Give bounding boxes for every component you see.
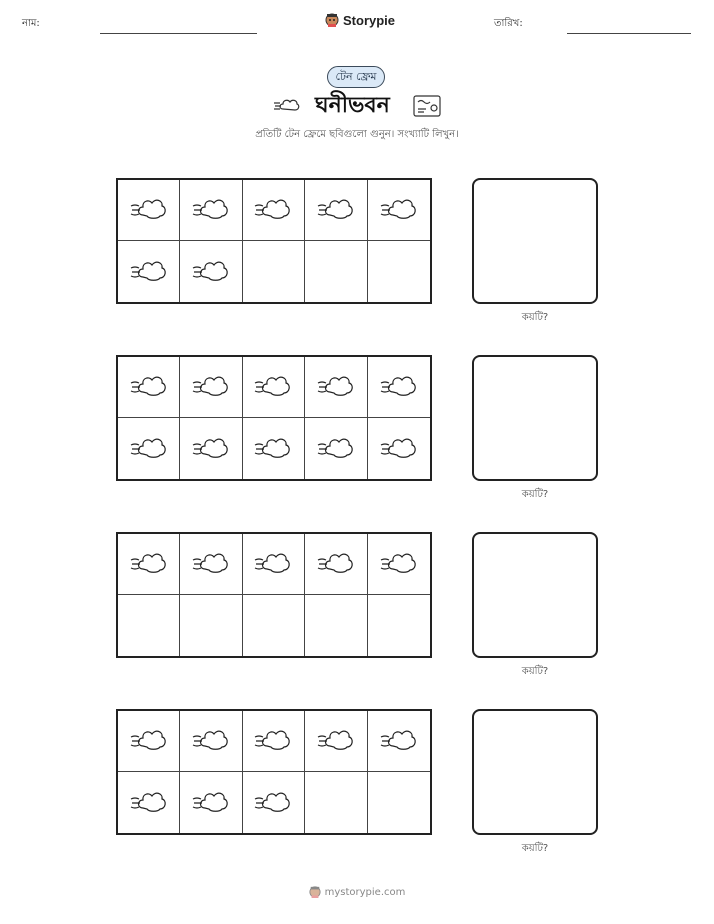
frame-cell xyxy=(118,418,180,479)
ten-frame-4 xyxy=(116,709,432,835)
name-line[interactable] xyxy=(100,33,257,34)
answer-label-3: কয়টি? xyxy=(521,666,549,677)
condensation-cloud-icon xyxy=(253,786,293,820)
condensation-cloud-icon xyxy=(316,193,356,227)
frame-cell xyxy=(180,180,242,241)
answer-box-4[interactable] xyxy=(472,709,598,835)
condensation-cloud-icon xyxy=(379,724,419,758)
answer-label-1: কয়টি? xyxy=(521,312,549,323)
footer xyxy=(0,885,714,899)
frame-cell xyxy=(243,772,305,833)
ten-frame-1 xyxy=(116,178,432,304)
frame-cell xyxy=(243,180,305,241)
frame-cell xyxy=(118,357,180,418)
condensation-cloud-icon xyxy=(129,193,169,227)
frame-cell xyxy=(180,418,242,479)
frame-cell xyxy=(305,595,367,656)
frame-cell xyxy=(368,241,430,302)
frame-cell xyxy=(368,418,430,479)
storypie-mascot-icon xyxy=(309,885,321,899)
frame-cell xyxy=(180,711,242,772)
answer-box-1[interactable] xyxy=(472,178,598,304)
frame-cell xyxy=(368,772,430,833)
condensation-cloud-icon xyxy=(191,193,231,227)
frame-cell xyxy=(368,534,430,595)
condensation-cloud-icon xyxy=(191,370,231,404)
frame-cell xyxy=(118,534,180,595)
frame-cell xyxy=(243,241,305,302)
condensation-cloud-icon xyxy=(316,370,356,404)
storypie-mascot-icon xyxy=(325,12,339,28)
frame-cell xyxy=(118,595,180,656)
page-title: ঘনীভবন xyxy=(315,93,390,118)
frame-cell xyxy=(368,711,430,772)
condensation-cloud-icon xyxy=(379,193,419,227)
answer-label-2: কয়টি? xyxy=(521,489,549,500)
frame-cell xyxy=(243,595,305,656)
frame-cell xyxy=(305,357,367,418)
condensation-cloud-icon xyxy=(129,786,169,820)
condensation-glass-icon xyxy=(412,94,442,118)
frame-cell xyxy=(243,534,305,595)
condensation-cloud-icon xyxy=(191,432,231,466)
condensation-cloud-icon xyxy=(379,547,419,581)
frame-cell xyxy=(368,595,430,656)
frame-cell xyxy=(118,772,180,833)
worksheet-type-tag: টেন ফ্রেম xyxy=(327,66,385,88)
title-row xyxy=(0,88,714,120)
condensation-cloud-icon xyxy=(129,255,169,289)
frame-cell xyxy=(368,180,430,241)
condensation-cloud-icon xyxy=(253,724,293,758)
condensation-cloud-icon xyxy=(191,786,231,820)
instructions: প্রতিটি টেন ফ্রেমে ছবিগুলো গুনুন। সংখ্যাটি লিখুন। xyxy=(255,129,459,140)
brand-name: Storypie xyxy=(343,12,396,28)
condensation-cloud-icon xyxy=(253,370,293,404)
condensation-cloud-icon xyxy=(129,547,169,581)
ten-frame-2 xyxy=(116,355,432,481)
footer-url: mystorypie.com xyxy=(324,886,406,898)
frame-cell xyxy=(243,418,305,479)
condensation-cloud-icon xyxy=(379,432,419,466)
condensation-cloud-icon xyxy=(129,370,169,404)
frame-cell xyxy=(243,711,305,772)
cloud-left-icon xyxy=(273,95,301,115)
frame-cell xyxy=(305,772,367,833)
frame-cell xyxy=(243,357,305,418)
condensation-cloud-icon xyxy=(129,432,169,466)
frame-cell xyxy=(118,180,180,241)
frame-cell xyxy=(305,711,367,772)
frame-cell xyxy=(118,711,180,772)
condensation-cloud-icon xyxy=(191,255,231,289)
frame-cell xyxy=(305,418,367,479)
frame-cell xyxy=(305,534,367,595)
frame-cell xyxy=(180,534,242,595)
condensation-cloud-icon xyxy=(379,370,419,404)
frame-cell xyxy=(305,180,367,241)
condensation-cloud-icon xyxy=(129,724,169,758)
frame-cell xyxy=(180,357,242,418)
condensation-cloud-icon xyxy=(191,547,231,581)
ten-frame-3 xyxy=(116,532,432,658)
frame-cell xyxy=(305,241,367,302)
frame-cell xyxy=(180,241,242,302)
answer-box-2[interactable] xyxy=(472,355,598,481)
condensation-cloud-icon xyxy=(316,724,356,758)
condensation-cloud-icon xyxy=(316,547,356,581)
brand-logo xyxy=(325,12,395,28)
date-line[interactable] xyxy=(567,33,691,34)
answer-label-4: কয়টি? xyxy=(521,843,549,854)
answer-box-3[interactable] xyxy=(472,532,598,658)
frame-cell xyxy=(368,357,430,418)
frame-cell xyxy=(180,772,242,833)
date-label: তারিখ: xyxy=(494,18,523,29)
condensation-cloud-icon xyxy=(253,432,293,466)
frame-cell xyxy=(118,241,180,302)
condensation-cloud-icon xyxy=(253,547,293,581)
condensation-cloud-icon xyxy=(253,193,293,227)
name-label: নাম: xyxy=(22,18,40,29)
condensation-cloud-icon xyxy=(191,724,231,758)
condensation-cloud-icon xyxy=(316,432,356,466)
frame-cell xyxy=(180,595,242,656)
